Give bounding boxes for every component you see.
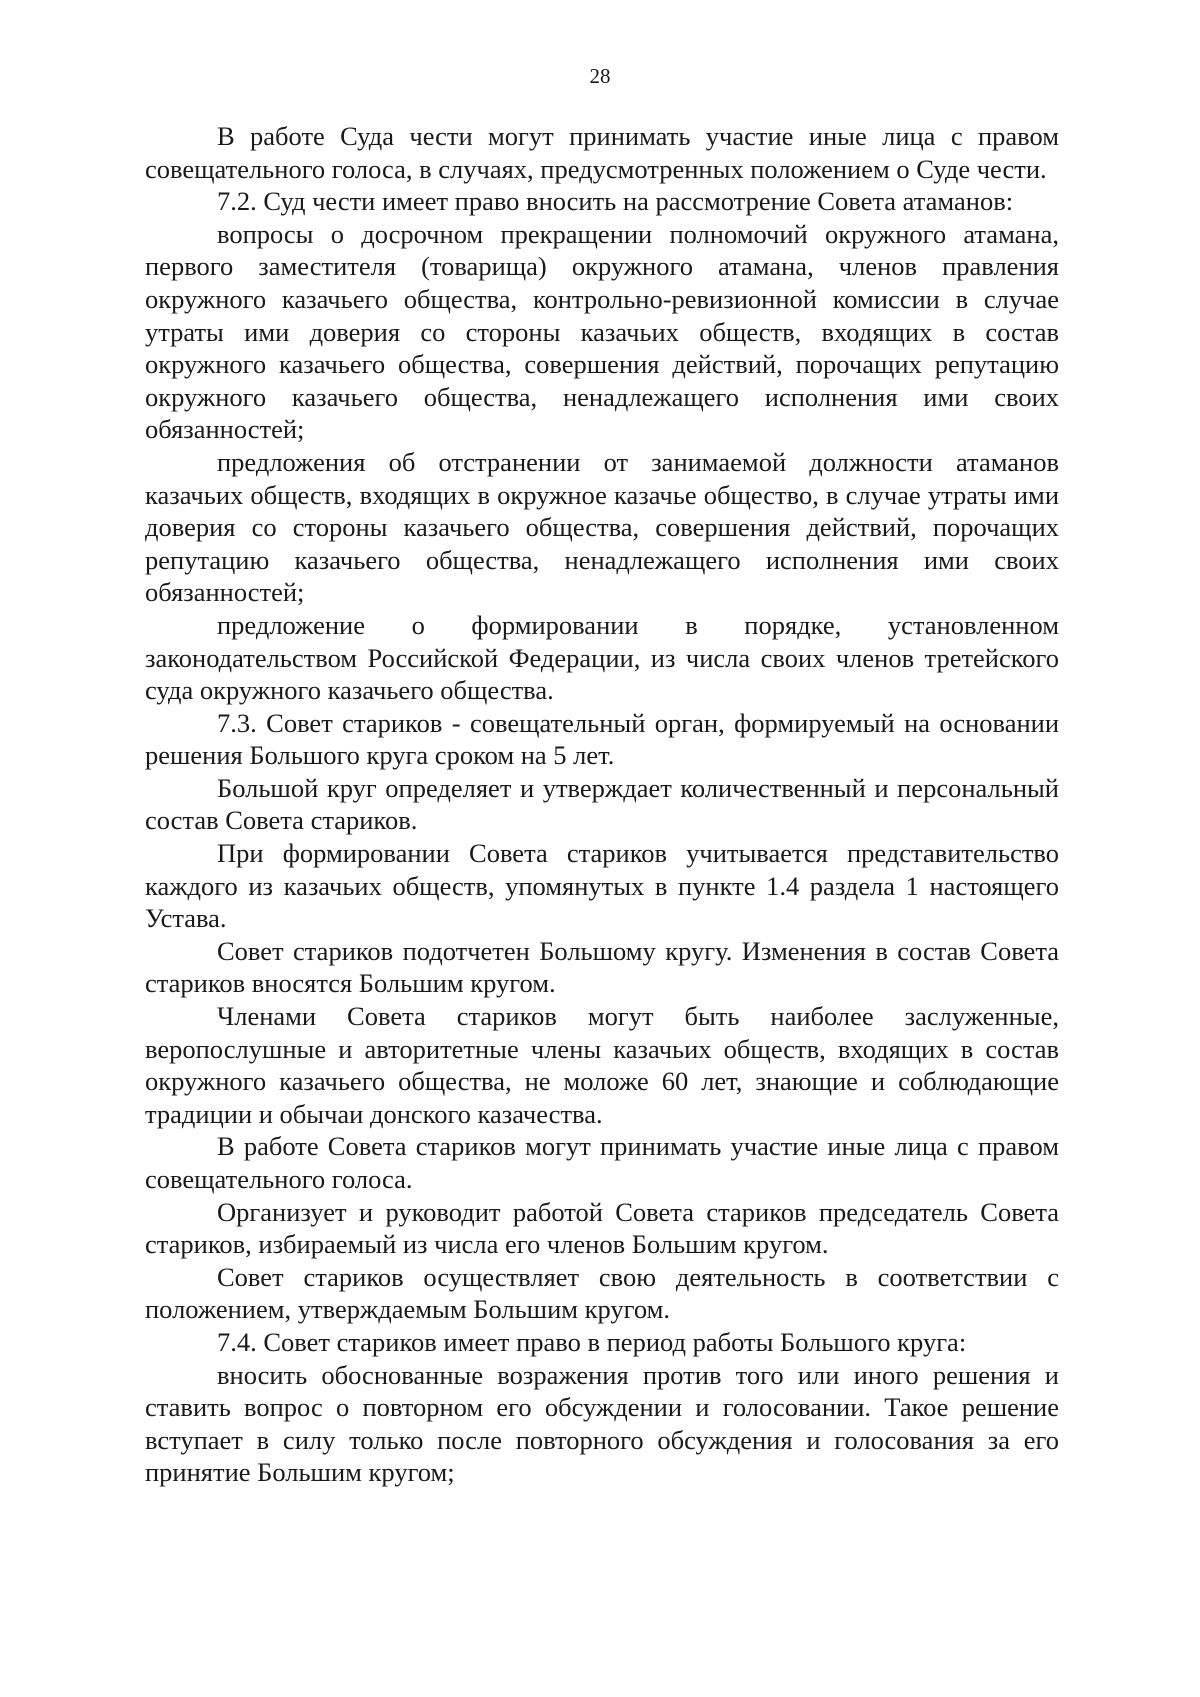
page-number: 28 [589,64,611,88]
paragraph: Совет стариков осуществляет свою деятельность в соответствии с положением, утверждаемым Большим кругом. [145,1261,1059,1325]
paragraph: Организует и руководит работой Совета стариков председатель Совета стариков, избираемый из числа его членов Большим кругом. [145,1196,1059,1260]
paragraph: 7.4. Совет стариков имеет право в период работы Большого круга: [217,1326,967,1357]
paragraph: 7.2. Суд чести имеет право вносить на рассмотрение Совета атаманов: [217,186,1014,217]
paragraph: Совет стариков подотчетен Большому кругу. Изменения в состав Совета стариков вносятся Большим кругом. [145,935,1059,999]
paragraph: предложение о формировании в порядке, установленном законодательством Российской Федерации, из числа своих членов третейского суда окружного казачьего общества. [145,609,1059,706]
paragraph: вопросы о досрочном прекращении полномочий окружного атамана, первого заместителя (товарища) окружного атамана, членов правления окружного казачьего общества, контрольно-ревизионной комиссии в случае утраты ими доверия со стороны казачьих обществ, входящих в состав окружного казачьего общества, совершения действий, порочащих репутацию окружного казачьего общества, ненадлежащего исполнения ими своих обязанностей; [145,218,1059,445]
paragraph: В работе Суда чести могут принимать участие иные лица с правом совещательного голоса, в случаях, предусмотренных положением о Суде чести. [145,121,1059,184]
paragraph: Большой круг определяет и утверждает количественный и персональный состав Совета стариков. [145,772,1059,836]
paragraph: Членами Совета стариков могут быть наиболее заслуженные, веропослушные и авторитетные члены казачьих обществ, входящих в состав окружного казачьего общества, не моложе 60 лет, знающие и соблюдающие традиции и обычаи донского казачества. [145,1001,1059,1129]
paragraph: 7.3. Совет стариков - совещательный орган, формируемый на основании решения Большого круга сроком на 5 лет. [145,707,1059,771]
paragraph: При формировании Совета стариков учитывается представительство каждого из казачьих обществ, упомянутых в пункте 1.4 раздела 1 настоящего Устава. [145,838,1059,934]
paragraph: предложения об отстранении от занимаемой должности атаманов казачьих обществ, входящих в окружное казачье общество, в случае утраты ими доверия со стороны казачьего общества, совершения действий, порочащих репутацию казачьего общества, ненадлежащего исполнения ими своих обязанностей; [145,446,1059,608]
document-body [145,120,1059,1489]
paragraph: вносить обоснованные возражения против того или иного решения и ставить вопрос о повторном его обсуждении и голосовании. Такое решение вступает в силу только после повторного обсуждения и голосования за его принятие Большим кругом; [145,1359,1059,1488]
paragraph: В работе Совета стариков могут принимать участие иные лица с правом совещательного голоса. [145,1131,1059,1194]
